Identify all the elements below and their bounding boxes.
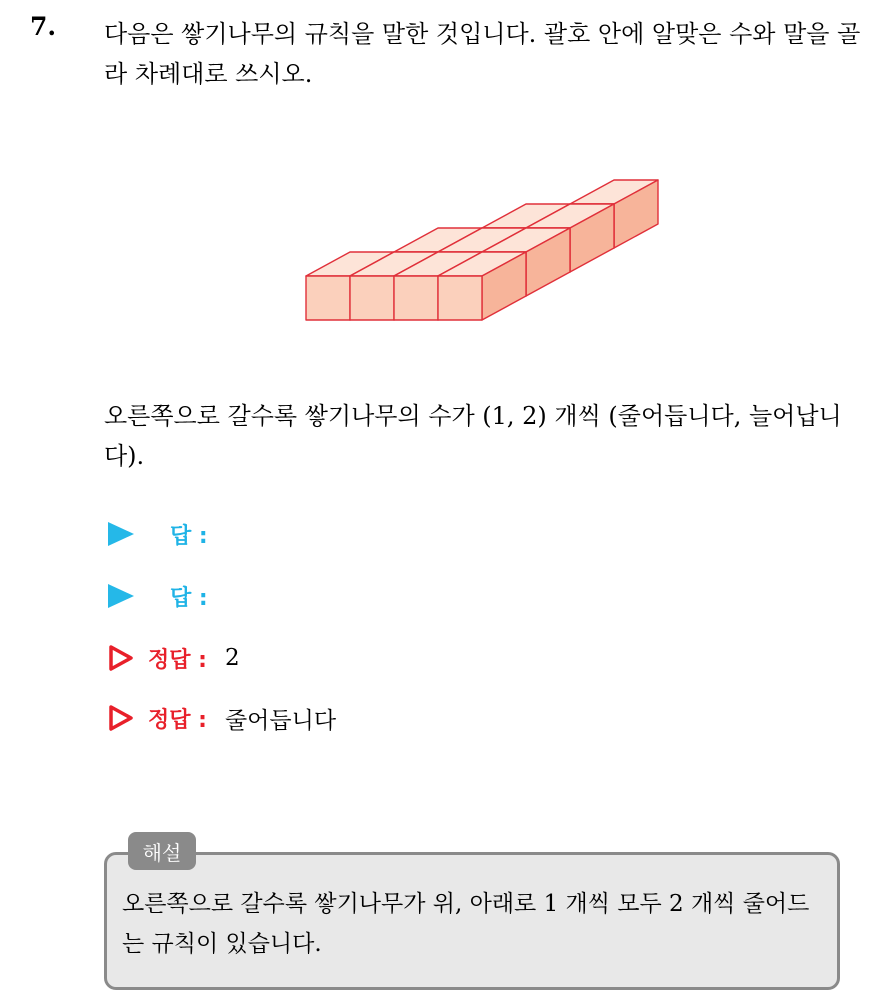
- stacked-cubes-figure: [296, 108, 668, 370]
- question-number: 7.: [30, 12, 57, 41]
- answer-row-2: [108, 576, 208, 616]
- rule-statement: 오른쪽으로 갈수록 쌓기나무의 수가 (1, 2) 개씩 (줄어듭니다, 늘어납니다).: [104, 402, 842, 470]
- cube-face: [306, 276, 350, 320]
- question-text: 다음은 쌓기나무의 규칙을 말한 것입니다. 괄호 안에 알맞은 수와 말을 골라 차례대로 쓰시오.: [104, 20, 861, 88]
- answer-row-1: [108, 514, 208, 554]
- play-outline-icon: [108, 704, 134, 732]
- correct-answer-row-1: [108, 638, 240, 678]
- cube-face: [394, 276, 438, 320]
- answer-label: 답 :: [170, 585, 208, 611]
- cube-face: [350, 276, 394, 320]
- explanation-tag: 해설: [128, 832, 196, 870]
- play-outline-icon: [108, 644, 134, 672]
- answer-label: 답 :: [170, 523, 208, 549]
- play-icon: [108, 584, 134, 608]
- correct-answer-value: 2: [224, 645, 240, 671]
- correct-answer-label: 정답 :: [148, 707, 207, 733]
- cube-stacks: [306, 180, 658, 320]
- explanation-text: 오른쪽으로 갈수록 쌓기나무가 위, 아래로 1 개씩 모두 2 개씩 줄어드는 규칙이 있습니다.: [122, 891, 810, 957]
- correct-answer-value: 줄어듭니다: [224, 707, 337, 734]
- cube-face: [438, 276, 482, 320]
- correct-answer-row-2: [108, 698, 336, 738]
- correct-answer-label: 정답 :: [148, 647, 207, 673]
- play-icon: [108, 522, 134, 546]
